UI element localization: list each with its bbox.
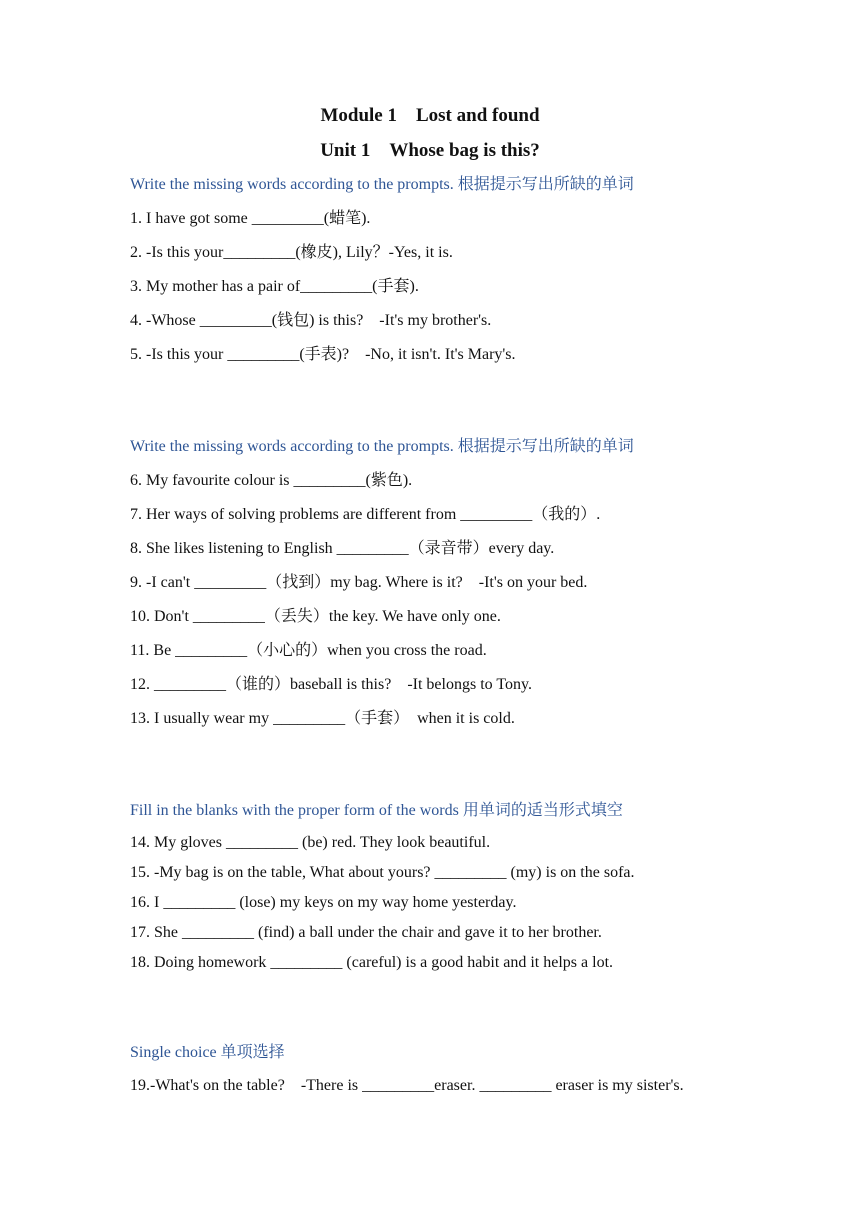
question-19: 19.-What's on the table? -There is _________eraser. _________ eraser is my sister's. [130,1077,684,1094]
question-18: 18. Doing homework _________ (careful) is a good habit and it helps a lot. [130,954,614,971]
section-heading: Write the missing words according to the prompts. 根据提示写出所缺的单词 [130,438,634,455]
question-14: 14. My gloves _________ (be) red. They look beautiful. [130,834,491,851]
section-heading: Fill in the blanks with the proper form of the words 用单词的适当形式填空 [130,802,623,819]
question-16: 16. I _________ (lose) my keys on my way home yesterday. [130,894,517,911]
module-title: Module 1 Lost and found [320,105,540,126]
section-word-forms [130,800,810,974]
section-heading: Single choice 单项选择 [130,1044,285,1061]
question-13: 13. I usually wear my _________（手套） when it is cold. [130,710,515,727]
section-heading: Write the missing words according to the prompts. 根据提示写出所缺的单词 [130,176,634,193]
section-single-choice [130,1042,810,1097]
section-prompts-2 [130,436,810,730]
question-17: 17. She _________ (find) a ball under the chair and gave it to her brother. [130,924,602,941]
question-8: 8. She likes listening to English _________（录音带）every day. [130,540,555,557]
question-3: 3. My mother has a pair of_________(手套). [130,278,419,295]
question-2: 2. -Is this your_________(橡皮), Lily？-Yes, it is. [130,244,453,261]
question-6: 6. My favourite colour is _________(紫色). [130,472,413,489]
question-1: 1. I have got some _________(蜡笔). [130,210,371,227]
question-5: 5. -Is this your _________(手表)? -No, it isn't. It's Mary's. [130,346,516,363]
question-11: 11. Be _________（小心的）when you cross the road. [130,642,487,659]
question-4: 4. -Whose _________(钱包) is this? -It's my brother's. [130,312,492,329]
section-prompts-1 [130,174,810,366]
question-15: 15. -My bag is on the table, What about yours? _________ (my) is on the sofa. [130,864,635,881]
question-10: 10. Don't _________（丢失）the key. We have only one. [130,608,501,625]
unit-title: Unit 1 Whose bag is this? [320,140,540,161]
question-7: 7. Her ways of solving problems are different from _________（我的）. [130,506,601,523]
question-12: 12. _________（谁的）baseball is this? -It belongs to Tony. [130,676,532,693]
question-9: 9. -I can't _________（找到）my bag. Where is it? -It's on your bed. [130,574,588,591]
